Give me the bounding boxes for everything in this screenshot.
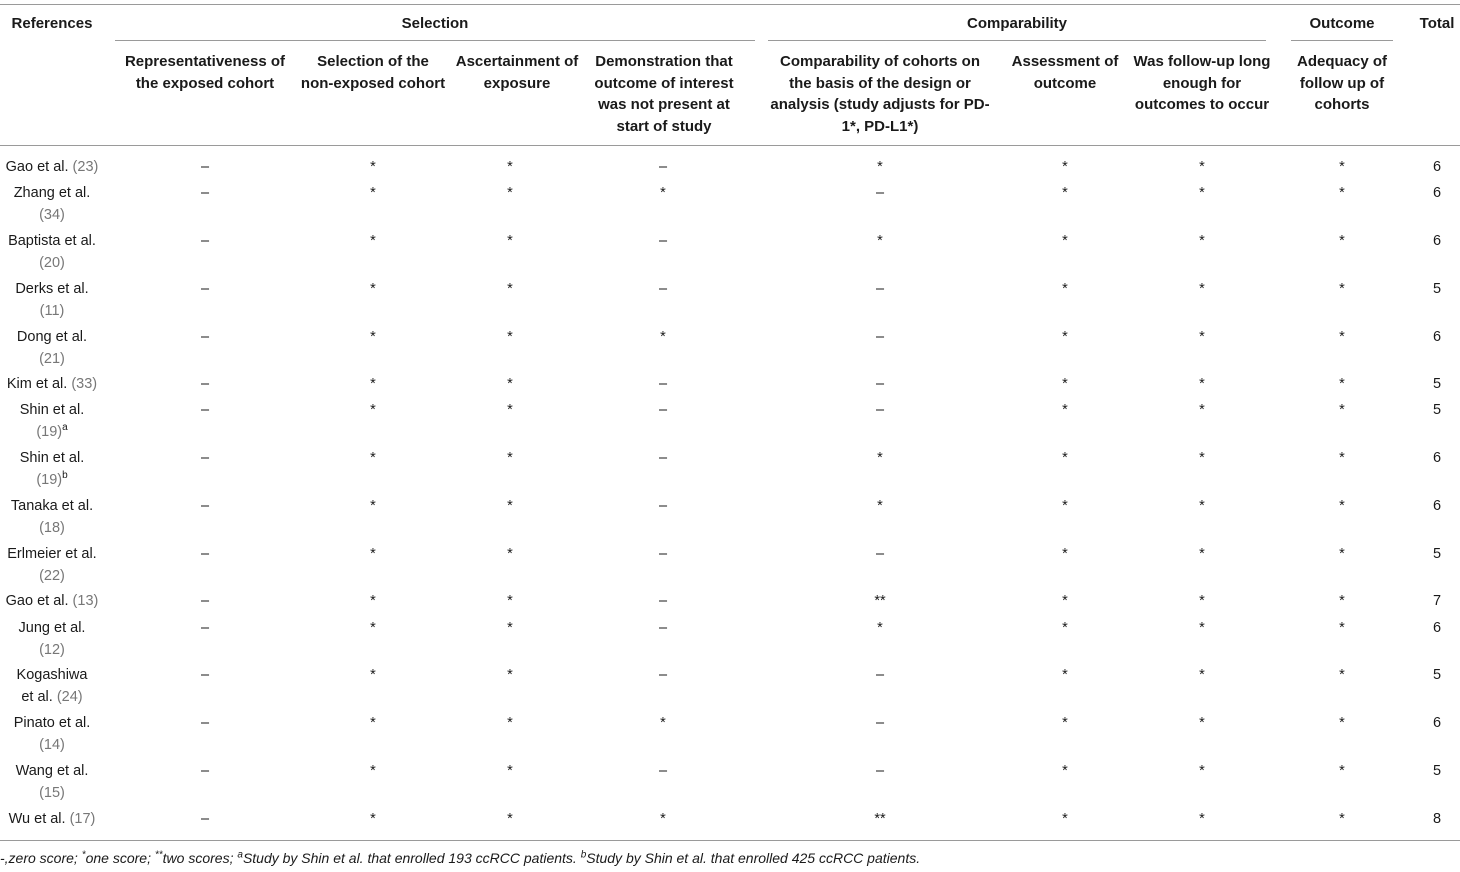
reference-citation: (22) [39, 567, 65, 584]
total-score: 5 [1432, 376, 1442, 392]
reference-superscript: b [62, 469, 68, 481]
demonstration-score: – [658, 498, 668, 514]
comparability-score: – [875, 329, 885, 345]
assessment-score: * [1062, 450, 1068, 466]
reference-author: Zhang et al. [13, 185, 91, 201]
ascertainment-score: * [507, 329, 513, 345]
reference-author: Derks et al. [15, 281, 89, 297]
follow-up-score: * [1199, 402, 1205, 418]
reference-author: Gao et al. [5, 593, 73, 609]
adequacy-score: * [1339, 233, 1345, 249]
comparability-score: * [877, 620, 883, 636]
reference-cell [0, 809, 104, 831]
demonstration-score: * [660, 715, 666, 731]
reference-cell [0, 665, 104, 708]
reference-citation: (33) [71, 376, 98, 392]
representativeness-score: – [200, 159, 210, 175]
subheader-follow-up-length: Was follow-up long enough for outcomes to occur [1133, 53, 1271, 113]
ascertainment-score: * [507, 233, 513, 249]
reference-cell [0, 400, 104, 443]
adequacy-score: * [1339, 450, 1345, 466]
total-score: 6 [1432, 715, 1442, 731]
selection-non-exposed-score: * [370, 376, 376, 392]
demonstration-score: – [658, 546, 668, 562]
demonstration-score: – [658, 159, 668, 175]
representativeness-score: – [200, 329, 210, 345]
assessment-score: * [1062, 763, 1068, 779]
reference-citation: (19) [36, 471, 63, 488]
reference-author: et al. [21, 688, 57, 705]
selection-non-exposed-score: * [370, 546, 376, 562]
ascertainment-score: * [507, 620, 513, 636]
reference-cell [0, 713, 104, 756]
reference-citation: (13) [72, 593, 99, 609]
reference-superscript: a [62, 421, 68, 433]
comparability-score: * [877, 233, 883, 249]
total-score: 5 [1432, 667, 1442, 683]
selection-non-exposed-score: * [370, 811, 376, 827]
representativeness-score: – [200, 450, 210, 466]
assessment-score: * [1062, 159, 1068, 175]
comparability-score: – [875, 546, 885, 562]
reference-author: Jung et al. [18, 620, 86, 636]
assessment-score: * [1062, 715, 1068, 731]
total-score: 6 [1432, 329, 1442, 345]
representativeness-score: – [200, 593, 210, 609]
total-score: 6 [1432, 159, 1442, 175]
selection-non-exposed-score: * [370, 763, 376, 779]
reference-cell [0, 496, 104, 539]
subheader-assessment: Assessment of outcome [1011, 53, 1119, 92]
subheader-adequacy: Adequacy of follow up of cohorts [1296, 53, 1387, 113]
follow-up-score: * [1199, 329, 1205, 345]
reference-cell [0, 183, 104, 226]
reference-citation: (20) [39, 254, 65, 271]
comparability-underline [768, 40, 1266, 41]
top-rule [0, 4, 1460, 5]
follow-up-score: * [1199, 159, 1205, 175]
assessment-score: * [1062, 811, 1068, 827]
adequacy-score: * [1339, 593, 1345, 609]
selection-non-exposed-score: * [370, 402, 376, 418]
adequacy-score: * [1339, 763, 1345, 779]
bottom-rule [0, 840, 1460, 841]
ascertainment-score: * [507, 185, 513, 201]
subheader-comparability-design: Comparability of cohorts on the basis of the design or analysis (study adjusts for PD-1*, PD-L1*) [770, 53, 990, 135]
header-selection: Selection [401, 15, 469, 32]
adequacy-score: * [1339, 185, 1345, 201]
representativeness-score: – [200, 376, 210, 392]
adequacy-score: * [1339, 811, 1345, 827]
comparability-score: – [875, 763, 885, 779]
follow-up-score: * [1199, 763, 1205, 779]
reference-citation: (14) [39, 736, 65, 753]
header-references: References [11, 15, 93, 32]
reference-citation: (11) [39, 302, 65, 319]
ascertainment-score: * [507, 376, 513, 392]
reference-author: Kogashiwa [16, 667, 88, 683]
reference-citation: (17) [69, 811, 96, 827]
comparability-score: ** [874, 811, 886, 827]
footnote-study-a: Study by Shin et al. that enrolled 193 ccRCC patients. [242, 850, 581, 866]
adequacy-score: * [1339, 329, 1345, 345]
demonstration-score: – [658, 593, 668, 609]
selection-non-exposed-score: * [370, 233, 376, 249]
reference-author: Erlmeier et al. [7, 546, 97, 562]
footnote-one-score: one score; [85, 850, 155, 866]
demonstration-score: – [658, 376, 668, 392]
total-score: 7 [1432, 593, 1442, 609]
reference-citation: (24) [56, 688, 83, 705]
footnote-symbol-a: a [237, 849, 243, 861]
adequacy-score: * [1339, 376, 1345, 392]
demonstration-score: – [658, 402, 668, 418]
representativeness-score: – [200, 402, 210, 418]
reference-author: Tanaka et al. [10, 498, 94, 514]
header-comparability: Comparability [966, 15, 1068, 32]
reference-citation: (21) [39, 350, 65, 367]
reference-citation: (19) [36, 423, 63, 440]
total-score: 8 [1432, 811, 1442, 827]
representativeness-score: – [200, 185, 210, 201]
comparability-score: – [875, 281, 885, 297]
adequacy-score: * [1339, 159, 1345, 175]
demonstration-score: – [658, 450, 668, 466]
ascertainment-score: * [507, 498, 513, 514]
comparability-score: * [877, 159, 883, 175]
subheader-selection-non-exposed: Selection of the non-exposed cohort [300, 53, 446, 92]
follow-up-score: * [1199, 811, 1205, 827]
ascertainment-score: * [507, 159, 513, 175]
follow-up-score: * [1199, 546, 1205, 562]
reference-cell [0, 157, 104, 179]
total-score: 6 [1432, 498, 1442, 514]
representativeness-score: – [200, 763, 210, 779]
representativeness-score: – [200, 667, 210, 683]
representativeness-score: – [200, 546, 210, 562]
assessment-score: * [1062, 329, 1068, 345]
adequacy-score: * [1339, 667, 1345, 683]
assessment-score: * [1062, 546, 1068, 562]
adequacy-score: * [1339, 402, 1345, 418]
subheader-ascertainment: Ascertainment of exposure [455, 53, 579, 92]
follow-up-score: * [1199, 667, 1205, 683]
adequacy-score: * [1339, 715, 1345, 731]
assessment-score: * [1062, 233, 1068, 249]
selection-non-exposed-score: * [370, 281, 376, 297]
reference-citation: (18) [39, 519, 65, 536]
reference-cell [0, 327, 104, 370]
assessment-score: * [1062, 620, 1068, 636]
reference-author: Baptista et al. [8, 233, 96, 249]
reference-cell [0, 618, 104, 661]
follow-up-score: * [1199, 281, 1205, 297]
comparability-score: – [875, 667, 885, 683]
demonstration-score: * [660, 185, 666, 201]
footnote-two-scores: two scores; [162, 850, 238, 866]
demonstration-score: – [658, 620, 668, 636]
selection-non-exposed-score: * [370, 450, 376, 466]
comparability-score: * [877, 450, 883, 466]
total-score: 6 [1432, 450, 1442, 466]
footnote-zero-score: -,zero score; [0, 850, 82, 866]
comparability-score: – [875, 185, 885, 201]
footnote-study-b: Study by Shin et al. that enrolled 425 ccRCC patients. [586, 850, 921, 866]
representativeness-score: – [200, 281, 210, 297]
ascertainment-score: * [507, 763, 513, 779]
reference-author: Pinato et al. [13, 715, 91, 731]
selection-underline [115, 40, 755, 41]
adequacy-score: * [1339, 281, 1345, 297]
assessment-score: * [1062, 498, 1068, 514]
footnote-symbol-two: ** [154, 849, 163, 861]
reference-cell [0, 374, 104, 396]
assessment-score: * [1062, 281, 1068, 297]
ascertainment-score: * [507, 546, 513, 562]
demonstration-score: – [658, 667, 668, 683]
reference-citation: (15) [39, 784, 65, 801]
reference-author: Kim et al. [6, 376, 72, 392]
total-score: 6 [1432, 620, 1442, 636]
demonstration-score: * [660, 811, 666, 827]
table-footnote [0, 850, 920, 866]
follow-up-score: * [1199, 450, 1205, 466]
demonstration-score: – [658, 763, 668, 779]
selection-non-exposed-score: * [370, 159, 376, 175]
follow-up-score: * [1199, 185, 1205, 201]
ascertainment-score: * [507, 811, 513, 827]
representativeness-score: – [200, 233, 210, 249]
follow-up-score: * [1199, 593, 1205, 609]
comparability-score: * [877, 498, 883, 514]
selection-non-exposed-score: * [370, 620, 376, 636]
comparability-score: – [875, 715, 885, 731]
subheader-representativeness: Representativeness of the exposed cohort [124, 53, 286, 92]
total-score: 6 [1432, 185, 1442, 201]
assessment-score: * [1062, 185, 1068, 201]
follow-up-score: * [1199, 620, 1205, 636]
follow-up-score: * [1199, 715, 1205, 731]
reference-author: Dong et al. [16, 329, 88, 345]
selection-non-exposed-score: * [370, 715, 376, 731]
ascertainment-score: * [507, 281, 513, 297]
demonstration-score: * [660, 329, 666, 345]
ascertainment-score: * [507, 593, 513, 609]
adequacy-score: * [1339, 620, 1345, 636]
selection-non-exposed-score: * [370, 185, 376, 201]
subheader-demonstration: Demonstration that outcome of interest was not present at start of study [594, 53, 734, 135]
reference-cell [0, 448, 104, 491]
reference-author: Shin et al. [19, 402, 85, 418]
ascertainment-score: * [507, 450, 513, 466]
follow-up-score: * [1199, 498, 1205, 514]
ascertainment-score: * [507, 667, 513, 683]
adequacy-score: * [1339, 498, 1345, 514]
reference-cell [0, 761, 104, 804]
selection-non-exposed-score: * [370, 329, 376, 345]
comparability-score: – [875, 402, 885, 418]
total-score: 5 [1432, 546, 1442, 562]
header-rule [0, 145, 1460, 146]
adequacy-score: * [1339, 546, 1345, 562]
reference-citation: (23) [72, 159, 99, 175]
follow-up-score: * [1199, 376, 1205, 392]
reference-author: Wang et al. [15, 763, 89, 779]
representativeness-score: – [200, 811, 210, 827]
reference-author: Gao et al. [5, 159, 73, 175]
outcome-underline [1291, 40, 1393, 41]
reference-cell [0, 279, 104, 322]
selection-non-exposed-score: * [370, 667, 376, 683]
header-outcome: Outcome [1309, 15, 1375, 32]
assessment-score: * [1062, 593, 1068, 609]
representativeness-score: – [200, 498, 210, 514]
reference-author: Shin et al. [19, 450, 85, 466]
assessment-score: * [1062, 667, 1068, 683]
total-score: 5 [1432, 763, 1442, 779]
reference-citation: (34) [39, 206, 65, 223]
ascertainment-score: * [507, 715, 513, 731]
selection-non-exposed-score: * [370, 498, 376, 514]
reference-cell [0, 544, 104, 587]
demonstration-score: – [658, 233, 668, 249]
selection-non-exposed-score: * [370, 593, 376, 609]
assessment-score: * [1062, 402, 1068, 418]
reference-cell [0, 591, 104, 613]
comparability-score: ** [874, 593, 886, 609]
total-score: 5 [1432, 402, 1442, 418]
total-score: 5 [1432, 281, 1442, 297]
follow-up-score: * [1199, 233, 1205, 249]
representativeness-score: – [200, 715, 210, 731]
reference-citation: (12) [39, 641, 65, 658]
footnote-symbol-one: * [81, 849, 86, 861]
footnote-symbol-b: b [580, 849, 587, 861]
header-total: Total [1419, 15, 1455, 32]
reference-author: Wu et al. [8, 811, 70, 827]
comparability-score: – [875, 376, 885, 392]
representativeness-score: – [200, 620, 210, 636]
demonstration-score: – [658, 281, 668, 297]
total-score: 6 [1432, 233, 1442, 249]
assessment-score: * [1062, 376, 1068, 392]
reference-cell [0, 231, 104, 274]
ascertainment-score: * [507, 402, 513, 418]
